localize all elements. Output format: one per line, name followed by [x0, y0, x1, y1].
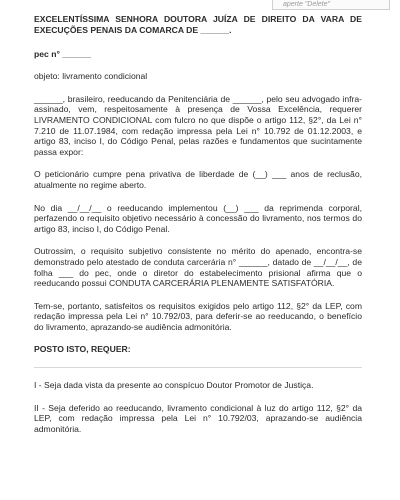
request-item-2: II - Seja deferido ao reeducando, livramento condicional à luz do artigo 112, §2° da LEP, com redação impressa pela Lei n° 10.792/03, aprazando-se audiência admonitória.	[34, 402, 362, 434]
requer-heading: POSTO ISTO, REQUER:	[34, 344, 131, 355]
section-divider	[34, 367, 362, 368]
objeto-line: objeto: livramento condicional	[34, 71, 148, 82]
pec-number-line: pec n° ______	[34, 48, 91, 59]
delete-hint-box: aperte "Delete"	[272, 0, 390, 10]
subjective-requirement-paragraph: Outrossim, o requisito subjetivo consistente no mérito do apenado, encontra-se demonstrado pelo atestado de conduta carcerária n° ______, datado de __/__/__, de folha ___ do pec, onde o diretor do estabelecimento prisional afirma que o reeducando possui CONDUTA CARCERÁRIA PLENAMENTE SATISFATÓRIA.	[34, 246, 362, 289]
intro-paragraph: ______, brasileiro, reeducando da Penitenciária de ______, pelo seu advogado infra-assinado, vem, respeitosamente à presença de Vossa Excelência, requerer LIVRAMENTO CONDICIONAL com fulcro no que dispõe o artigo 112, §2°, da Lei n° 7.210 de 11.07.1984, com redação impressa pela Lei n° 10.792 de 01.12.2003, e artigo 83, inciso I, do Código Penal, pelas razões e fundamentos que sucintamente passa expor:	[34, 93, 362, 157]
conclusion-paragraph: Tem-se, portanto, satisfeitos os requisitos exigidos pelo artigo 112, §2° da LEP, com redação impressa pela Lei n° 10.792/03, para deferir-se ao reeducando, o benefício do livramento, aprazando-se audiência admonitória.	[34, 300, 362, 332]
petition-document	[34, 14, 362, 446]
sentence-paragraph: O peticionário cumpre pena privativa de liberdade de (__) ___ anos de reclusão, atualmente no regime aberto.	[34, 169, 362, 190]
request-item-1: I - Seja dada vista da presente ao conspícuo Doutor Promotor de Justiça.	[34, 380, 314, 391]
objective-requirement-paragraph: No dia __/__/__ o reeducando implementou (__) ___ da reprimenda corporal, perfazendo o requisito objetivo necessário à concessão do livramento, nos termos do artigo 83, inciso I, do Código Penal.	[34, 202, 362, 234]
document-heading: EXCELENTÍSSIMA SENHORA DOUTORA JUÍZA DE DIREITO DA VARA DE EXECUÇÕES PENAIS DA COMARCA DE ______.	[34, 14, 362, 35]
